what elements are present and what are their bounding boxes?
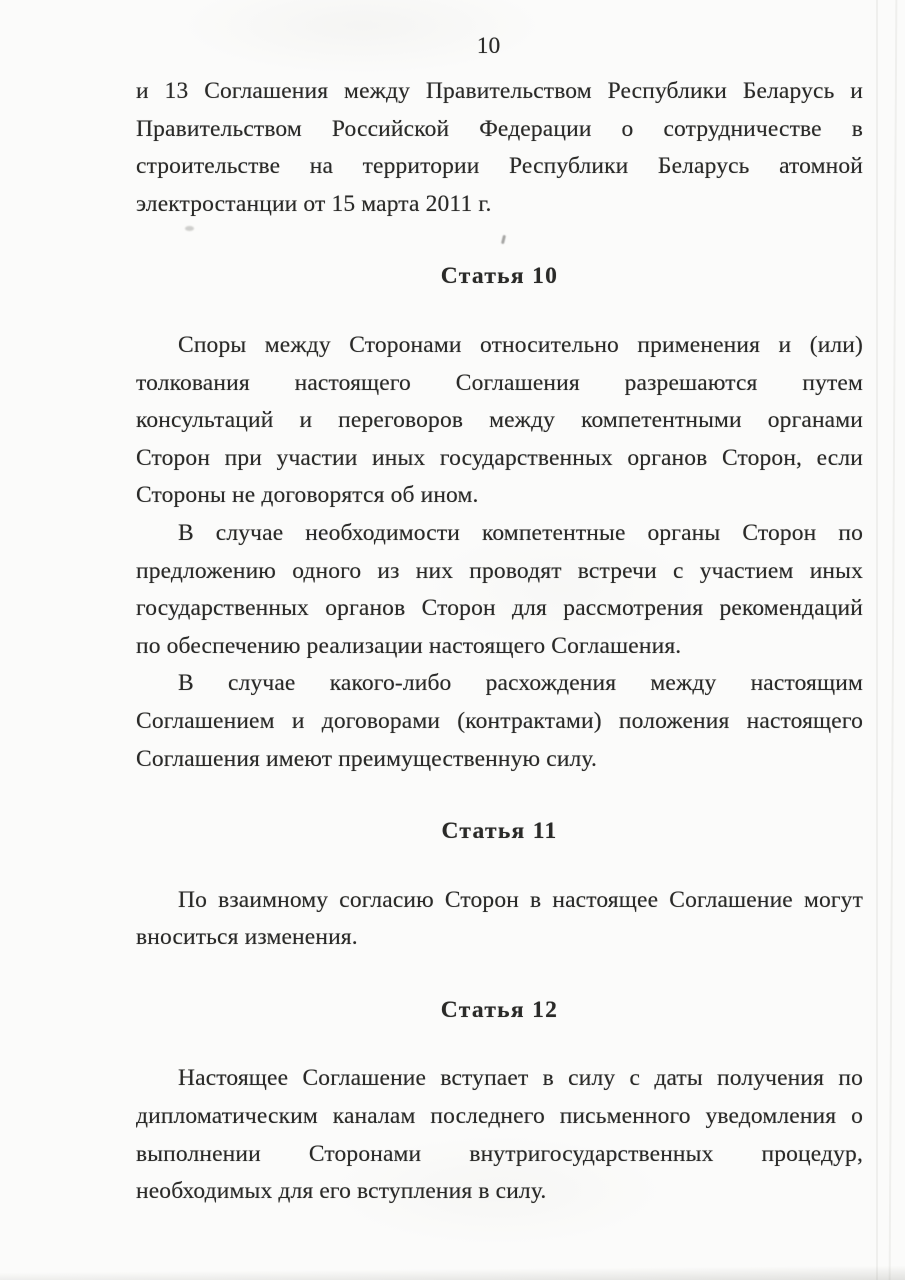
text-line: В случае необходимости компетентные органы Сторон по bbox=[178, 519, 863, 546]
article-heading: Статья 12 bbox=[440, 996, 559, 1023]
text-line: необходимых для его вступления в силу. bbox=[136, 1178, 547, 1205]
paragraph bbox=[136, 515, 863, 665]
text-line: электростанции от 15 марта 2011 г. bbox=[136, 190, 492, 217]
paragraph bbox=[136, 882, 863, 957]
scan-streak bbox=[876, 0, 878, 1280]
text-line: по обеспечению реализации настоящего Соглашения. bbox=[136, 632, 682, 659]
text-line: Сторон при участии иных государственных органов Сторон, если bbox=[136, 444, 863, 471]
scan-bottom-edge bbox=[0, 1265, 905, 1280]
text-line: Споры между Сторонами относительно применения и (или) bbox=[178, 331, 863, 358]
text-line: Стороны не договорятся об ином. bbox=[136, 482, 479, 509]
text-line: вноситься изменения. bbox=[136, 924, 358, 951]
text-line: Правительством Российской Федерации о сотрудничестве в bbox=[136, 115, 863, 142]
document-body bbox=[136, 73, 863, 1211]
text-line: предложению одного из них проводят встречи с участием иных bbox=[136, 557, 863, 584]
paragraph bbox=[136, 1060, 863, 1210]
paragraph bbox=[136, 73, 863, 223]
scan-streak bbox=[889, 0, 898, 1280]
text-line: толкования настоящего Соглашения разрешаются путем bbox=[136, 369, 863, 396]
scan-smudge bbox=[185, 226, 194, 231]
article-heading: Статья 10 bbox=[440, 263, 559, 290]
text-line: строительстве на территории Республики Беларусь атомной bbox=[136, 153, 863, 180]
text-line: дипломатическим каналам последнего письменного уведомления о bbox=[136, 1103, 863, 1130]
page-number: 10 bbox=[476, 33, 501, 59]
text-line: Соглашением и договорами (контрактами) положения настоящего bbox=[136, 707, 863, 734]
text-line: По взаимному согласию Сторон в настоящее Соглашение могут bbox=[178, 886, 863, 913]
paragraph bbox=[136, 327, 863, 515]
text-line: выполнении Сторонами внутригосударственных процедур, bbox=[136, 1140, 863, 1167]
text-line: В случае какого-либо расхождения между настоящим bbox=[178, 670, 863, 697]
text-line: государственных органов Сторон для рассмотрения рекомендаций bbox=[136, 595, 863, 622]
text-line: консультаций и переговоров между компетентными органами bbox=[136, 407, 863, 434]
article-heading: Статья 11 bbox=[441, 818, 558, 845]
paragraph bbox=[136, 665, 863, 778]
text-line: Соглашения имеют преимущественную силу. bbox=[136, 745, 598, 772]
text-line: Настоящее Соглашение вступает в силу с даты получения по bbox=[178, 1065, 863, 1092]
text-line: и 13 Соглашения между Правительством Республики Беларусь и bbox=[136, 78, 863, 104]
